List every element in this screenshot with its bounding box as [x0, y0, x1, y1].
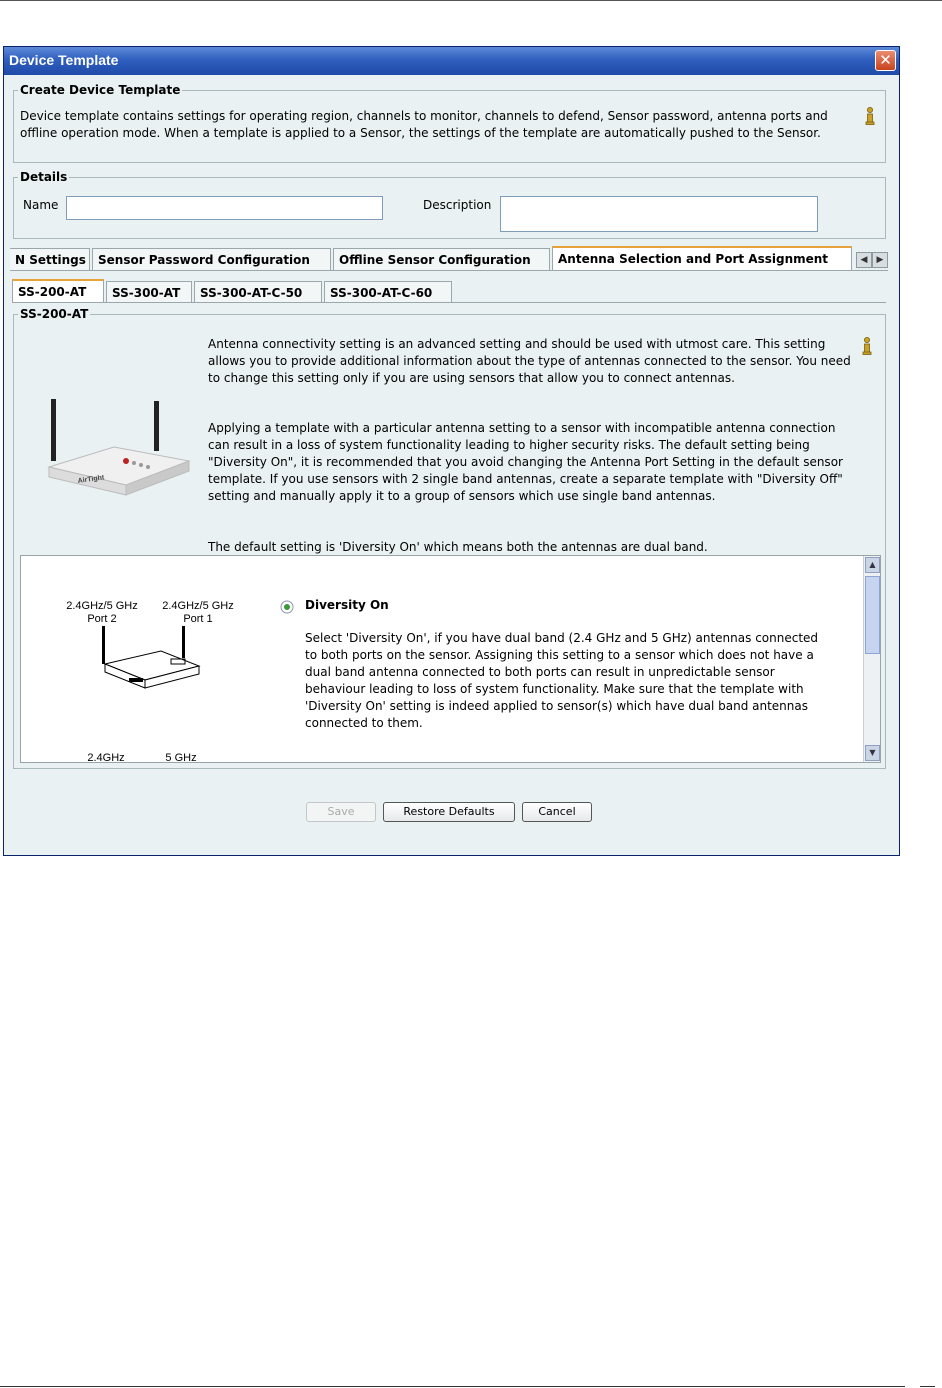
model-tab-strip [12, 281, 886, 303]
port1-band-label: 2.4GHz/5 GHz [162, 600, 234, 612]
info-icon [864, 107, 876, 125]
page-bottom-rule [0, 1386, 905, 1387]
name-input[interactable] [66, 196, 383, 220]
tab-antenna-selection[interactable]: Antenna Selection and Port Assignment [552, 246, 852, 270]
create-template-description: Device template contains settings for operating region, channels to monitor, channels to defend, Sensor password, antenna ports and offline operation mode. When a template is applied to a Sensor, the settings of the template are automatically pushed to the Sensor. [20, 109, 828, 140]
port2-label: Port 2 [87, 613, 117, 625]
diversity-on-radio[interactable] [280, 600, 294, 614]
subtab-ss-300-at[interactable]: SS-300-AT [106, 281, 192, 303]
title-bar[interactable] [4, 47, 899, 75]
tab-n-settings[interactable]: N Settings [10, 248, 90, 270]
create-template-legend: Create Device Template [20, 83, 181, 97]
subtab-ss-300-at-c-60[interactable]: SS-300-AT-C-60 [324, 281, 452, 303]
diversity-on-label[interactable]: Diversity On [305, 598, 389, 612]
device-template-dialog [3, 46, 900, 856]
tab-sensor-password[interactable]: Sensor Password Configuration [92, 248, 331, 270]
cancel-button[interactable]: Cancel [522, 802, 592, 822]
close-button[interactable] [875, 50, 896, 71]
tab-scroll-right-icon[interactable]: ▶ [872, 252, 888, 268]
port1-label: Port 1 [183, 613, 213, 625]
antenna-default-paragraph: The default setting is 'Diversity On' which means both the antennas are dual band. [208, 540, 708, 554]
scroll-up-icon[interactable]: ▲ [865, 557, 880, 573]
main-tab-strip [10, 248, 888, 270]
scroll-thumb[interactable] [865, 576, 880, 654]
save-button[interactable]: Save [306, 802, 376, 822]
antenna-warning-paragraph: Applying a template with a particular antenna setting to a sensor with incompatible antenna connection can result in a loss of system functionality leading to higher security risks. The default setting being "Diversity On", it is recommended that you avoid changing the Antenna Port Setting in the default sensor template. If you use sensors with 2 single band antennas, create a separate template with "Diversity Off" setting and manually apply it to a group of sensors which use single band antennas. [208, 421, 843, 503]
subtab-divider [12, 302, 886, 303]
ss-200-at-legend: SS-200-AT [20, 307, 89, 321]
tab-offline-sensor[interactable]: Offline Sensor Configuration [333, 248, 550, 270]
device-brand-text: AirTight [77, 474, 105, 485]
scroll-down-icon[interactable]: ▼ [865, 745, 880, 761]
next-option-band-a: 2.4GHz [87, 752, 125, 763]
antenna-intro-paragraph: Antenna connectivity setting is an advanced setting and should be used with utmost care. This setting allows you to provide additional information about the type of antennas connected to the sensor. You need to change this setting only if you are using sensors that allow you to connect antennas. [208, 337, 851, 385]
diversity-on-description: Select 'Diversity On', if you have dual band (2.4 GHz and 5 GHz) antennas connected to both ports on the sensor. Assigning this setting to a sensor which does not have a dual band antenna connected to both ports can result in unpredictable sensor behaviour leading to loss of system functionality. Make sure that the template with 'Diversity On' setting is indeed applied to sensor(s) which have dual band antennas connected to them. [305, 631, 819, 730]
antenna-options-pane[interactable] [20, 555, 881, 763]
restore-defaults-button[interactable]: Restore Defaults [383, 802, 515, 822]
tab-scroll-left-icon[interactable]: ◀ [856, 252, 872, 268]
sensor-device-image [44, 399, 194, 499]
options-vertical-scrollbar[interactable] [863, 556, 880, 762]
dialog-title: Device Template [9, 52, 119, 68]
dual-port-diagram [99, 626, 204, 690]
details-legend: Details [20, 170, 68, 184]
port2-band-label: 2.4GHz/5 GHz [66, 600, 138, 612]
page-bottom-rule-2 [920, 1386, 935, 1387]
subtab-ss-300-at-c-50[interactable]: SS-300-AT-C-50 [194, 281, 322, 303]
close-icon: ✕ [879, 51, 892, 69]
description-input[interactable] [500, 196, 818, 232]
next-option-band-b: 5 GHz [165, 752, 197, 763]
name-label: Name [23, 198, 59, 212]
tab-strip-divider [10, 270, 888, 271]
info-icon-2 [861, 337, 873, 355]
subtab-ss-200-at[interactable]: SS-200-AT [12, 279, 104, 303]
description-label: Description [423, 198, 492, 212]
page-top-rule [0, 0, 942, 1]
